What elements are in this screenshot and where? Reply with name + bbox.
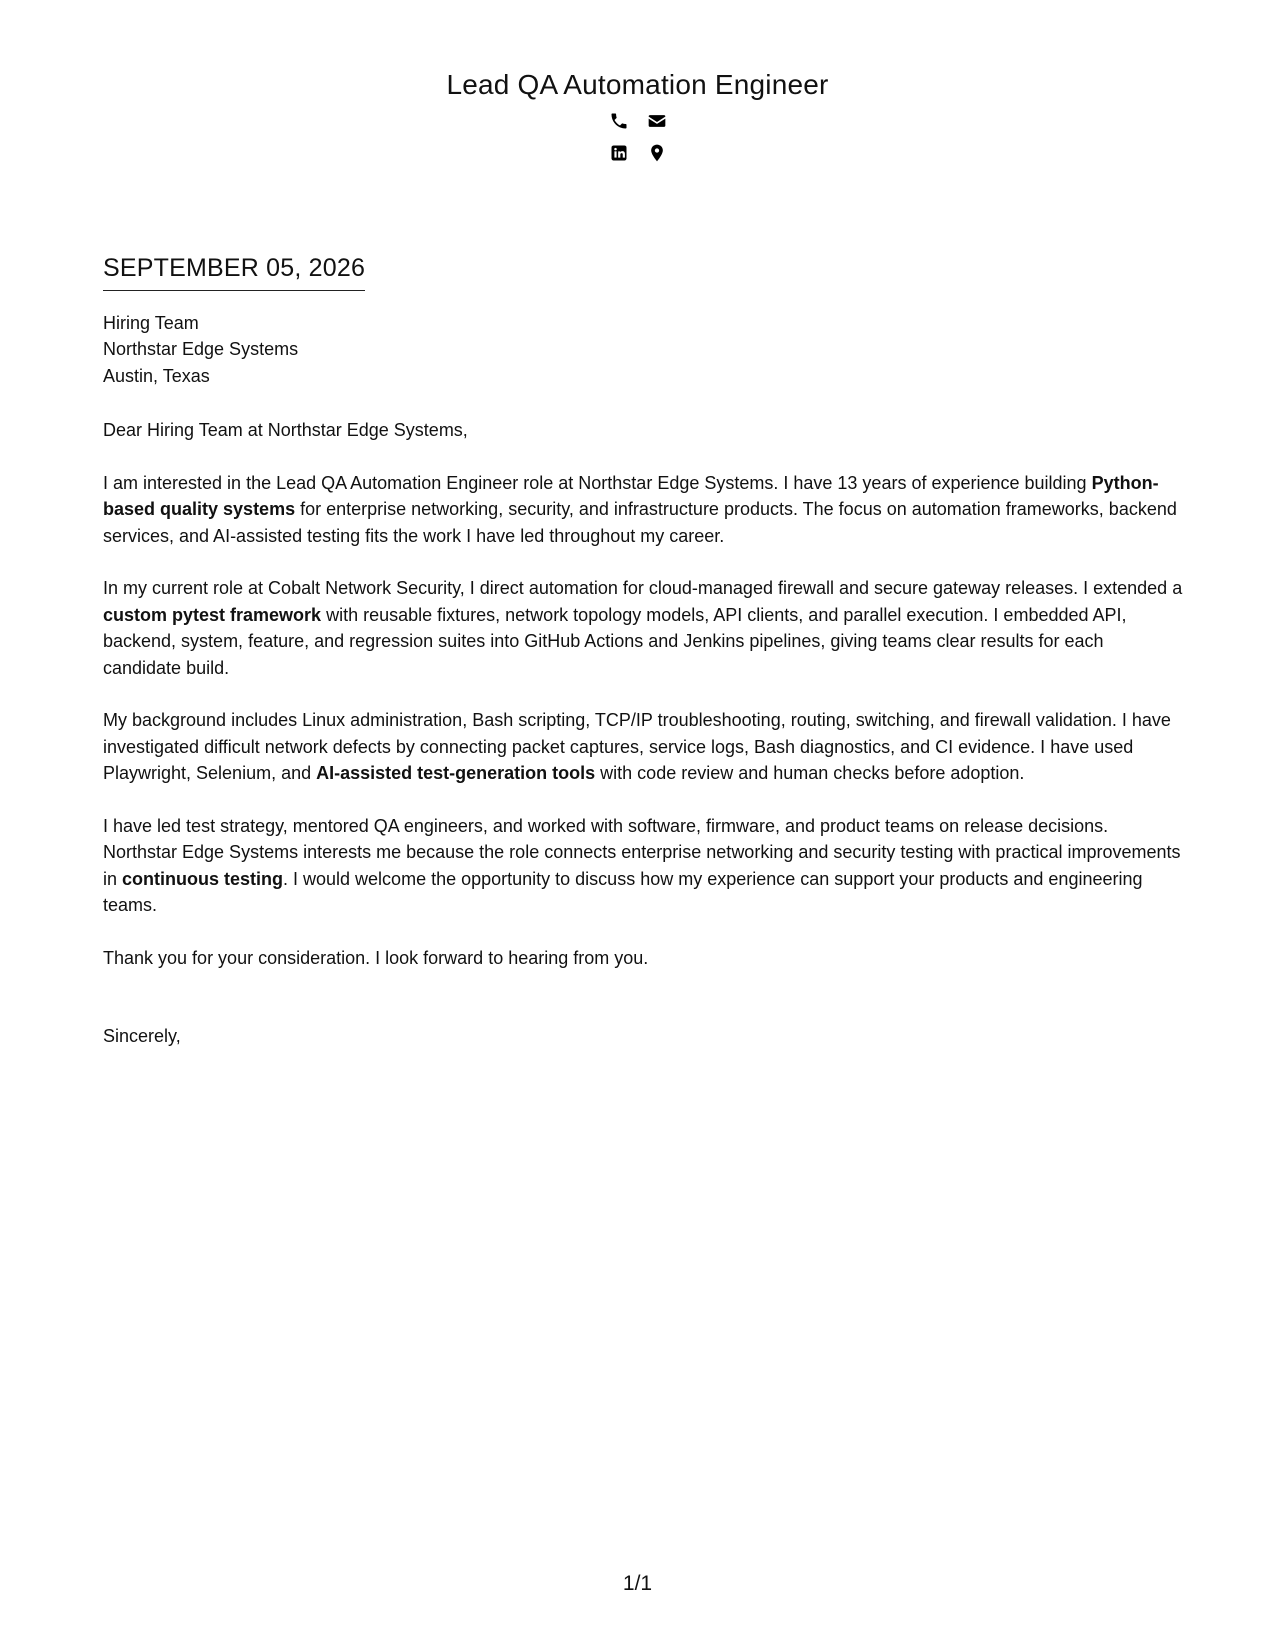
- page-number: 1/1: [622, 1572, 653, 1595]
- recipient-name: Hiring Team: [103, 312, 199, 333]
- highlight-text: Python-based quality systems: [103, 472, 1159, 519]
- paragraph-thanks: Thank you for your consideration. I look forward to hearing from you.: [103, 947, 649, 968]
- recipient-block: [103, 310, 1183, 390]
- paragraph-leadership: [103, 813, 1183, 919]
- phone-icon[interactable]: [609, 111, 629, 131]
- paragraph-text: I am interested in the Lead QA Automation Engineer role at Northstar Edge Systems. I have 13 years of experience building: [103, 472, 1092, 493]
- linkedin-icon[interactable]: [609, 143, 629, 163]
- date-block: [103, 253, 365, 291]
- paragraph-text: with reusable fixtures, network topology models, API clients, and parallel execution. I embedded API, backend, system, feature, and regression suites into GitHub Actions and Jenkins pipelines, giving teams clear results for each candidate build.: [103, 604, 1127, 678]
- paragraph-intro: [103, 470, 1183, 550]
- paragraph-text: In my current role at Cobalt Network Security, I direct automation for cloud-managed firewall and secure gateway releases. I extended a: [103, 578, 1183, 598]
- highlight-text: custom pytest framework: [103, 604, 322, 625]
- paragraph-text: I have led test strategy, mentored QA engineers, and worked with software, firmware, and product teams on release decisions. Northstar Edge Systems interests me because the role connects enterprise networking and security testing with practical improvements in: [103, 815, 1181, 889]
- highlight-text: AI-assisted test-generation tools: [316, 763, 596, 783]
- map-marker-icon[interactable]: [647, 143, 667, 163]
- letter-date: SEPTEMBER 05, 2026: [103, 254, 366, 282]
- paragraph-text: for enterprise networking, security, and infrastructure products. The focus on automation frameworks, backend services, and AI-assisted testing fits the work I have led throughout my career.: [103, 499, 1177, 546]
- salutation: Dear Hiring Team at Northstar Edge Systems,: [103, 420, 468, 440]
- highlight-text: continuous testing: [122, 868, 284, 889]
- contact-icons-row-2: [0, 141, 1275, 165]
- paragraph-text: . I would welcome the opportunity to discuss how my experience can support your products and engineering teams.: [103, 868, 1143, 915]
- recipient-company: Northstar Edge Systems: [103, 339, 299, 359]
- recipient-location: Austin, Texas: [103, 365, 210, 386]
- job-title: Lead QA Automation Engineer: [446, 69, 829, 100]
- contact-icons-row-1: [0, 109, 1275, 133]
- paragraph-text: with code review and human checks before adoption.: [595, 763, 1025, 783]
- paragraph-current-role: [103, 575, 1183, 681]
- envelope-icon[interactable]: [647, 111, 667, 131]
- letter-header: [0, 68, 1275, 165]
- paragraph-text: My background includes Linux administration, Bash scripting, TCP/IP troubleshooting, routing, switching, and firewall validation. I have investigated difficult network defects by connecting packet captures, service logs, Bash diagnostics, and CI evidence. I have used Playwright, Selenium, and: [103, 710, 1171, 783]
- paragraph-background: [103, 707, 1183, 787]
- closing: Sincerely,: [103, 1026, 181, 1046]
- letter-body: [103, 253, 1183, 1050]
